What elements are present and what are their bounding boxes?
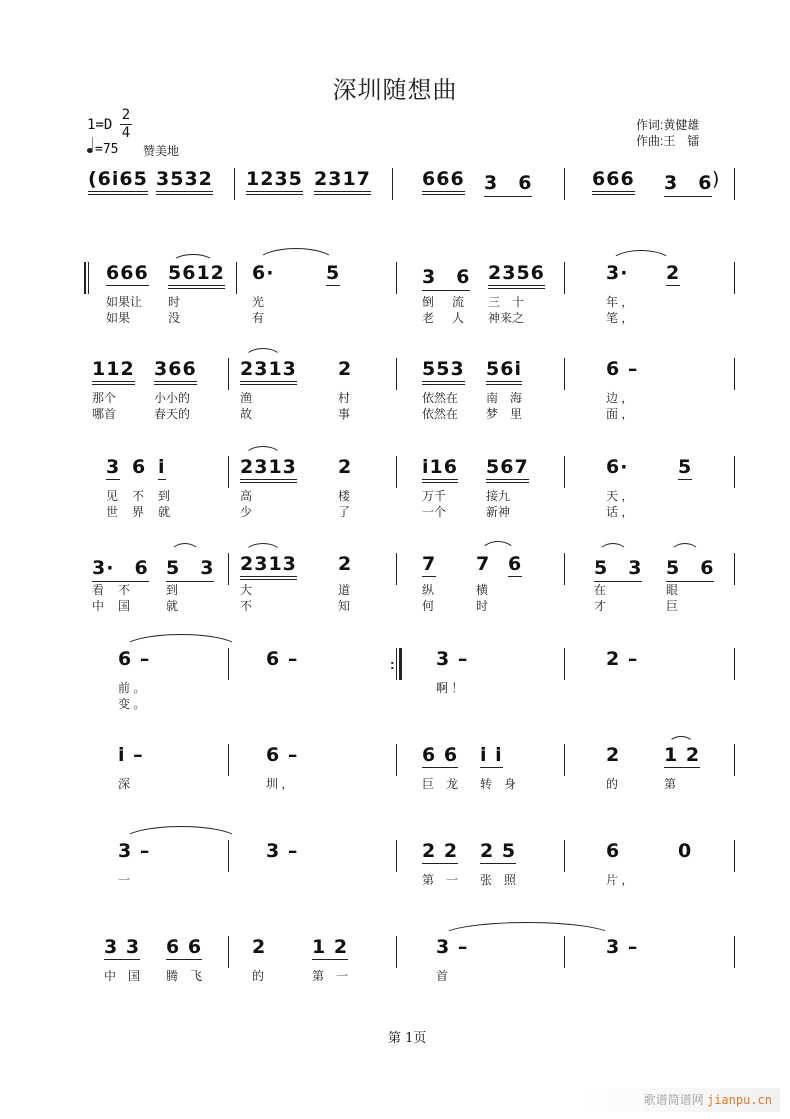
slur — [480, 541, 516, 554]
slur — [170, 543, 200, 554]
lyric: 南 海 — [486, 391, 523, 405]
slur — [668, 736, 694, 745]
lyric: 道 — [338, 583, 351, 597]
barline — [396, 456, 397, 488]
note: i – — [118, 744, 144, 766]
lyric: 看 — [92, 583, 105, 597]
barline — [228, 358, 229, 390]
lyric: 老 — [422, 311, 435, 325]
note: 3 – — [266, 840, 299, 862]
lyric: 世 — [106, 505, 119, 519]
lyric: 时 — [168, 295, 181, 309]
note-group: 112 — [92, 358, 135, 385]
note-group: 6 – — [606, 358, 639, 380]
watermark — [580, 1088, 780, 1112]
note: 6 – — [118, 648, 151, 670]
lyric: 纵 — [422, 583, 435, 597]
lyric: 就 — [158, 505, 171, 519]
note-group: 2 2 — [422, 840, 459, 862]
slur — [244, 348, 282, 359]
lyric: 一 — [118, 873, 131, 887]
note-group: (6i65 — [88, 168, 148, 195]
note: 2 – — [606, 648, 639, 670]
note: 5 — [678, 456, 693, 478]
tempo-value: =75 — [95, 142, 119, 157]
note-group: 6· — [252, 262, 275, 284]
barline — [228, 456, 229, 488]
note-group: 5 3 — [166, 553, 214, 582]
watermark-domain: jianpu.cn — [706, 1093, 772, 1107]
note-group: 3 6 — [664, 168, 712, 197]
note-group: 553 — [422, 358, 465, 385]
lyric: 国 — [118, 599, 131, 613]
note: 3 – — [436, 648, 469, 670]
lyric: 有 — [252, 311, 265, 325]
note: 6 — [606, 840, 621, 862]
barline — [234, 168, 235, 200]
rest: 0 — [678, 840, 693, 862]
note-group: 56i — [486, 358, 522, 385]
expression-marking: 赞美地 — [143, 144, 180, 158]
barline — [734, 840, 735, 872]
paren-close: ) — [712, 168, 721, 190]
barline — [564, 840, 565, 872]
barline — [228, 840, 229, 872]
note: 2 — [252, 936, 267, 958]
barline — [396, 358, 397, 390]
note-group: 5 6 — [666, 553, 714, 582]
composer-credit: 作曲:王 镭 — [636, 134, 700, 148]
lyric: 首 — [436, 969, 449, 983]
barline — [734, 262, 735, 294]
repeat-end-thin — [396, 648, 397, 680]
lyric: 第 一 — [422, 873, 459, 887]
lyric: 天 ， — [606, 489, 634, 503]
barline — [228, 936, 229, 968]
barline — [396, 553, 397, 585]
key-signature: 1=D — [87, 117, 113, 133]
lyric: 春天的 — [154, 407, 191, 421]
lyric: 依然在 — [422, 407, 459, 421]
lyric: 新神 — [486, 505, 511, 519]
note: 3 – — [436, 936, 469, 958]
lyric: 横 — [476, 583, 489, 597]
lyric: 的 — [606, 777, 619, 791]
barline — [564, 456, 565, 488]
barline — [734, 456, 735, 488]
lyric: 不 — [118, 583, 131, 597]
page-number: 第 1页 — [388, 1031, 427, 1046]
lyric: 故 — [240, 407, 253, 421]
barline — [564, 168, 565, 200]
barline — [734, 744, 735, 776]
barline — [734, 553, 735, 585]
lyricist-credit: 作词:黄健雄 — [636, 118, 700, 132]
lyric: 年 ， — [606, 295, 634, 309]
watermark-cn: 歌谱简谱网 — [643, 1093, 704, 1107]
note: 3 – — [606, 936, 639, 958]
lyric: 啊 ！ — [436, 681, 464, 695]
lyric: 中 国 — [104, 969, 141, 983]
note-group: i16 — [422, 456, 458, 483]
note-group: 2313 — [240, 553, 297, 580]
note-group: 1235 — [246, 168, 303, 195]
lyric: 片 ， — [606, 873, 634, 887]
lyric: 的 — [252, 969, 265, 983]
lyric: 梦 里 — [486, 407, 523, 421]
slur — [598, 543, 628, 554]
lyric: 高 — [240, 489, 253, 503]
lyric: 楼 — [338, 489, 351, 503]
barline — [396, 744, 397, 776]
note-group: 2313 — [240, 456, 297, 483]
lyric: 圳 ， — [266, 777, 294, 791]
note-group: 3 6 — [422, 262, 470, 291]
credits — [636, 117, 699, 149]
lyric: 人 — [452, 311, 465, 325]
barline — [564, 648, 565, 680]
barline — [236, 262, 237, 294]
note: 2 — [606, 744, 621, 766]
note-group: 2 — [338, 358, 353, 380]
note-group: 2 — [666, 262, 681, 284]
lyric: 流 — [452, 295, 465, 309]
lyric: 界 — [132, 505, 145, 519]
note-group: 2356 — [488, 262, 545, 289]
note: 6 — [132, 456, 147, 478]
tie — [122, 826, 240, 841]
lyric: 大 — [240, 583, 253, 597]
lyric: 万千 — [422, 489, 447, 503]
note: 3 — [106, 456, 121, 478]
note-group: 2317 — [314, 168, 371, 195]
lyric: 如果让 — [106, 295, 143, 309]
lyric: 三 十 — [488, 295, 525, 309]
lyric: 巨 — [666, 599, 679, 613]
lyric: 第 一 — [312, 969, 349, 983]
lyric: 光 — [252, 295, 265, 309]
note: 6· — [606, 456, 629, 478]
lyric: 巨 龙 — [422, 777, 459, 791]
lyric: 了 — [338, 505, 351, 519]
lyric: 哪首 — [92, 407, 117, 421]
barline — [564, 936, 565, 968]
lyric: 小小的 — [154, 391, 191, 405]
slur — [172, 254, 214, 263]
barline — [228, 744, 229, 776]
note-group: 2 5 — [480, 840, 517, 862]
slur — [610, 250, 672, 263]
lyric: 第 — [664, 777, 677, 791]
barline — [396, 936, 397, 968]
lyric: 那个 — [92, 391, 117, 405]
lyric: 村 — [338, 391, 351, 405]
barline — [734, 168, 735, 200]
lyric: 才 — [594, 599, 607, 613]
lyric: 事 — [338, 407, 351, 421]
note-group: 1 2 — [664, 744, 701, 766]
slur — [244, 543, 282, 554]
song-title: 深圳随想曲 — [332, 76, 458, 104]
barline — [734, 936, 735, 968]
note-group: 666 — [592, 168, 635, 195]
note-group: 3 6 — [484, 168, 532, 197]
quarter-note-icon — [87, 148, 93, 153]
lyric: 边 ， — [606, 391, 634, 405]
lyric: 到 — [166, 583, 179, 597]
lyric: 如果 — [106, 311, 131, 325]
repeat-start-thin — [88, 262, 89, 294]
slur — [670, 543, 700, 554]
note: 3 – — [118, 840, 151, 862]
lyric: 依然在 — [422, 391, 459, 405]
note: i — [158, 456, 166, 478]
lyric: 到 — [158, 489, 171, 503]
lyric: 少 — [240, 505, 253, 519]
time-signature — [120, 108, 132, 141]
lyric: 深 — [118, 777, 131, 791]
lyric: 变 。 — [118, 697, 146, 711]
barline — [396, 262, 397, 294]
barline — [564, 358, 565, 390]
note-group: 3 3 — [104, 936, 141, 958]
lyric: 何 — [422, 599, 435, 613]
note-group: 5 3 — [594, 553, 642, 582]
slur — [244, 446, 282, 457]
tie — [440, 922, 614, 937]
tie — [122, 634, 240, 649]
barline — [734, 648, 735, 680]
note-group: 366 — [154, 358, 197, 385]
note-group: i i — [480, 744, 503, 766]
note-group: 5 — [326, 262, 341, 284]
time-signature-top: 2 — [121, 107, 131, 123]
note-group: 6 6 — [422, 744, 459, 766]
note-group: 3· — [606, 262, 629, 284]
note: 7 — [476, 553, 491, 575]
lyric: 在 — [594, 583, 607, 597]
note-group: 6 6 — [166, 936, 203, 958]
lyric: 中 — [92, 599, 105, 613]
lyric: 腾 飞 — [166, 969, 203, 983]
lyric: 前 。 — [118, 681, 146, 695]
lyric: 面 ， — [606, 407, 634, 421]
lyric: 知 — [338, 599, 351, 613]
note-group: 1 2 — [312, 936, 349, 958]
time-signature-bottom: 4 — [121, 125, 131, 141]
lyric: 一个 — [422, 505, 447, 519]
lyric: 见 — [106, 489, 119, 503]
note-group: 567 — [486, 456, 529, 483]
barline — [564, 553, 565, 585]
barline — [734, 358, 735, 390]
note: 6 – — [266, 744, 299, 766]
lyric: 转 身 — [480, 777, 517, 791]
lyric: 眼 — [666, 583, 679, 597]
repeat-end-dots: : — [390, 656, 395, 672]
tempo-marking — [87, 142, 118, 157]
note: 7 — [422, 553, 437, 575]
note-group: 3532 — [156, 168, 213, 195]
barline — [392, 168, 393, 200]
barline — [228, 648, 229, 680]
note-group: 5612 — [168, 262, 225, 289]
barline — [564, 262, 565, 294]
tie — [256, 248, 336, 263]
note: 6 – — [266, 648, 299, 670]
note-group: 3· 6 — [92, 553, 149, 582]
lyric: 张 照 — [480, 873, 517, 887]
note: 2 — [338, 553, 353, 575]
barline — [228, 553, 229, 585]
lyric: 就 — [166, 599, 179, 613]
lyric: 笔 ， — [606, 311, 634, 325]
lyric: 没 — [168, 311, 181, 325]
lyric: 不 — [240, 599, 253, 613]
repeat-start-barline — [84, 262, 86, 294]
lyric: 不 — [132, 489, 145, 503]
lyric: 倒 — [422, 295, 435, 309]
note: 2 — [338, 456, 353, 478]
lyric: 话 ， — [606, 505, 634, 519]
note-group: 2313 — [240, 358, 297, 385]
lyric: 渔 — [240, 391, 253, 405]
note-group: 666 — [106, 262, 149, 284]
note: 6 — [508, 553, 523, 575]
note-group: 666 — [422, 168, 465, 195]
repeat-end-barline — [399, 648, 402, 680]
lyric: 时 — [476, 599, 489, 613]
barline — [396, 840, 397, 872]
lyric: 接九 — [486, 489, 511, 503]
barline — [564, 744, 565, 776]
lyric: 神来之 — [488, 311, 525, 325]
